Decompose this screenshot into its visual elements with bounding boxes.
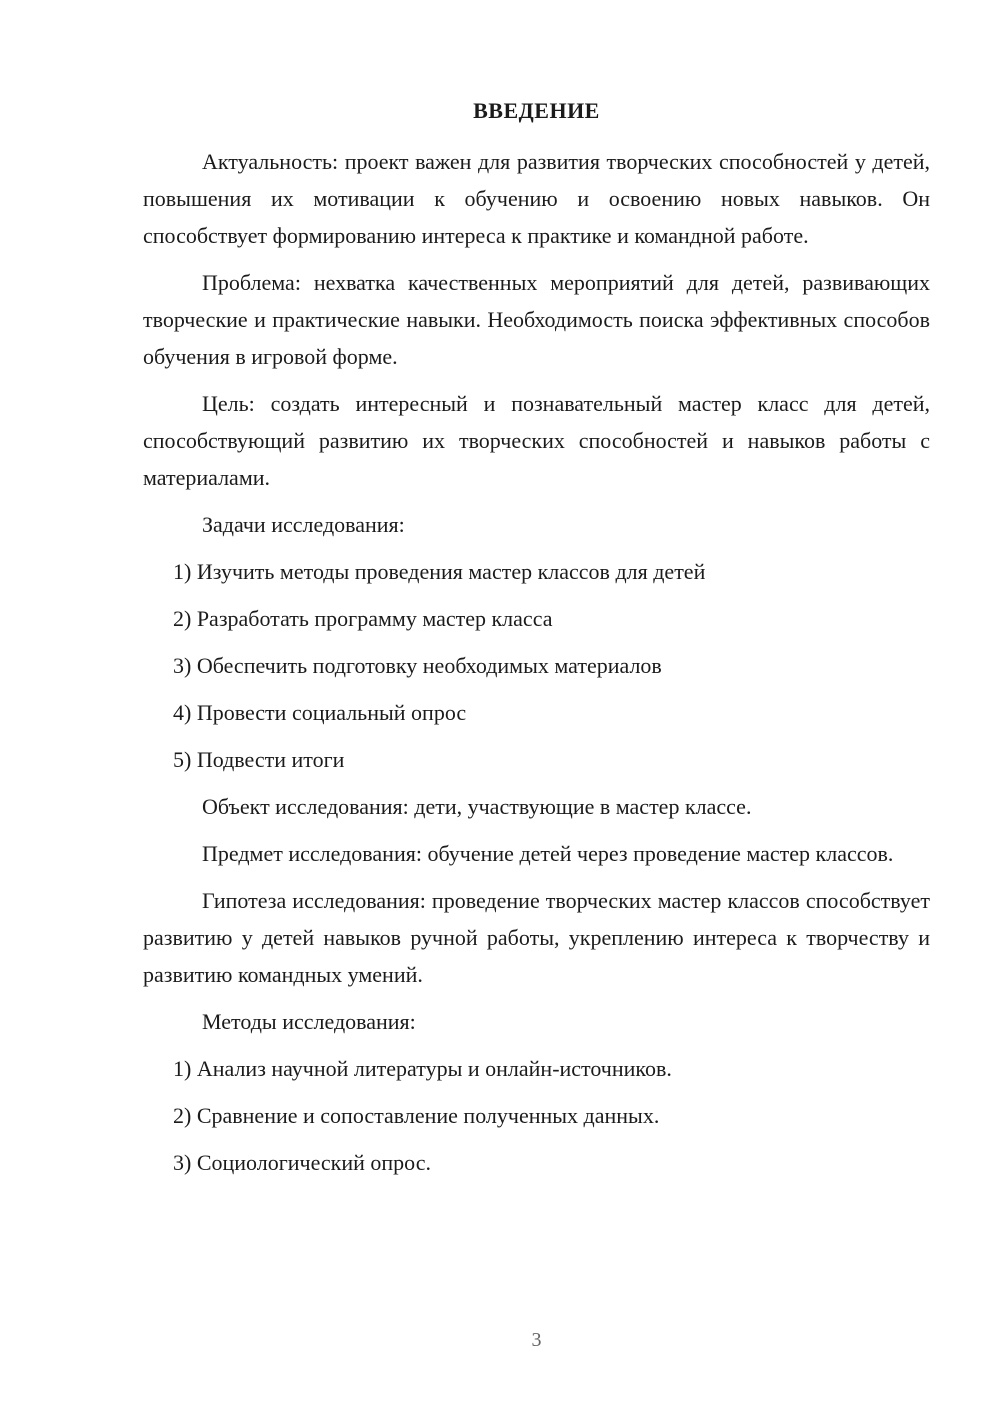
paragraph-tsel: Цель: создать интересный и познавательный мастер класс для детей, способствующий развитию их творческих способностей и навыков работы с материалами. [143, 391, 930, 490]
list-item: 3) Обеспечить подготовку необходимых материалов [173, 653, 662, 678]
zadachi-header: Задачи исследования: [202, 512, 405, 537]
list-item: 1) Изучить методы проведения мастер классов для детей [173, 559, 706, 584]
page-number: 3 [531, 1329, 542, 1351]
list-item: 2) Сравнение и сопоставление полученных данных. [173, 1103, 660, 1128]
paragraph-problema: Проблема: нехватка качественных мероприятий для детей, развивающих творческие и практические навыки. Необходимость поиска эффективных способов обучения в игровой форме. [143, 270, 930, 369]
paragraph-obyekt: Объект исследования: дети, участвующие в мастер классе. [202, 794, 752, 819]
list-item: 4) Провести социальный опрос [173, 700, 467, 725]
list-item: 3) Социологический опрос. [173, 1150, 431, 1175]
list-item: 2) Разработать программу мастер класса [173, 606, 553, 631]
paragraph-predmet: Предмет исследования: обучение детей через проведение мастер классов. [202, 841, 894, 866]
list-item: 1) Анализ научной литературы и онлайн-источников. [173, 1056, 672, 1081]
list-item: 5) Подвести итоги [173, 747, 345, 772]
document-title: ВВЕДЕНИЕ [473, 98, 600, 123]
metody-header: Методы исследования: [202, 1009, 416, 1034]
paragraph-aktualnost: Актуальность: проект важен для развития творческих способностей у детей, повышения их мотивации к обучению и освоению новых навыков. Он способствует формированию интереса к практике и командной работе. [143, 149, 930, 248]
paragraph-gipoteza: Гипотеза исследования: проведение творческих мастер классов способствует развитию у детей навыков ручной работы, укреплению интереса к творчеству и развитию командных умений. [143, 888, 930, 987]
